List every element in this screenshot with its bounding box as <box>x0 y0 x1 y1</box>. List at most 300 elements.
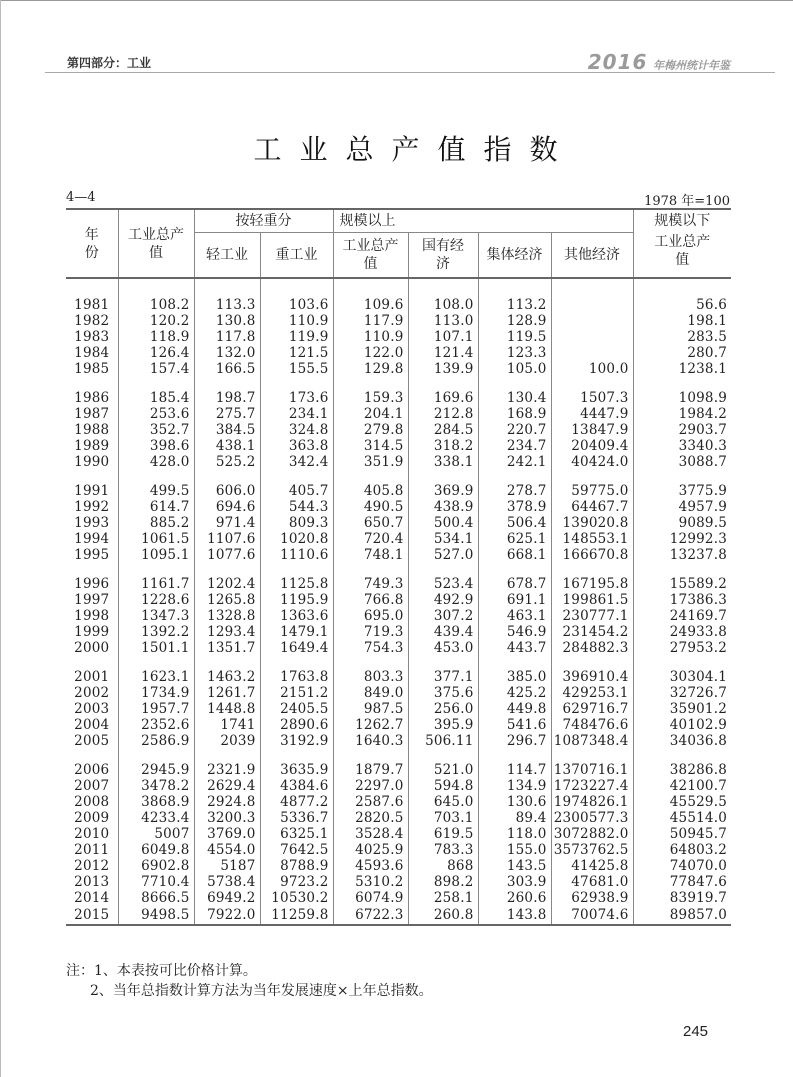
cell-heavy: 11259.8 <box>260 906 333 925</box>
cell-year: 2003 <box>74 701 110 717</box>
cell-other: 199861.5 <box>551 592 633 608</box>
cell-total: 428.0 <box>118 454 194 470</box>
cell-light: 198.7 <box>194 390 260 406</box>
col-header-below-total: 工业总产值 <box>633 233 731 278</box>
col-group-above-scale: 规模以上 <box>333 209 633 233</box>
cell-other: 139020.8 <box>551 515 633 531</box>
cell-state-owned: 868 <box>408 858 478 874</box>
cell-heavy: 342.4 <box>260 454 333 470</box>
cell-other: 231454.2 <box>551 624 633 640</box>
table-row <box>66 422 731 438</box>
cell-above-total: 6722.3 <box>333 906 408 925</box>
cell-collective: 220.7 <box>478 422 551 438</box>
cell-light: 438.1 <box>194 438 260 454</box>
table-body <box>66 278 731 925</box>
cell-other <box>551 297 633 313</box>
col-header-light: 轻工业 <box>194 233 260 278</box>
cell-year: 1981 <box>74 297 110 313</box>
cell-below-total: 1238.1 <box>633 361 731 377</box>
table-row <box>66 329 731 345</box>
cell-collective: 134.9 <box>478 778 551 794</box>
cell-above-total: 803.3 <box>333 669 408 685</box>
cell-heavy: 3635.9 <box>260 762 333 778</box>
cell-collective: 296.7 <box>478 733 551 749</box>
cell-year: 1997 <box>74 592 110 608</box>
cell-state-owned: 703.1 <box>408 810 478 826</box>
table-row <box>66 313 731 329</box>
cell-collective: 278.7 <box>478 483 551 499</box>
cell-year: 1985 <box>74 361 110 377</box>
col-header-year: 年 份 <box>66 209 118 277</box>
cell-below-total: 283.5 <box>633 329 731 345</box>
cell-total: 1734.9 <box>118 685 194 701</box>
cell-year: 2012 <box>74 858 110 874</box>
cell-total: 1161.7 <box>118 576 194 592</box>
cell-collective: 425.2 <box>478 685 551 701</box>
cell-total: 2945.9 <box>118 762 194 778</box>
cell-other: 64467.7 <box>551 499 633 515</box>
cell-other: 748476.6 <box>551 717 633 733</box>
cell-other: 629716.7 <box>551 701 633 717</box>
cell-light: 130.8 <box>194 313 260 329</box>
cell-year: 2007 <box>74 778 110 794</box>
cell-other: 166670.8 <box>551 547 633 563</box>
table-row <box>66 717 731 733</box>
cell-collective: 123.3 <box>478 345 551 361</box>
cell-other: 4447.9 <box>551 406 633 422</box>
note-2: 2、当年总指数计算方法为当年发展速度×上年总指数。 <box>90 983 433 999</box>
cell-year: 1983 <box>74 329 110 345</box>
cell-below-total: 83919.7 <box>633 890 731 906</box>
cell-heavy: 8788.9 <box>260 858 333 874</box>
cell-above-total: 849.0 <box>333 685 408 701</box>
cell-year: 1988 <box>74 422 110 438</box>
cell-state-owned: 453.0 <box>408 640 478 656</box>
cell-above-total: 109.6 <box>333 297 408 313</box>
table-row <box>66 608 731 624</box>
cell-below-total: 2903.7 <box>633 422 731 438</box>
table-row <box>66 906 731 925</box>
table-row <box>66 624 731 640</box>
cell-below-total: 12992.3 <box>633 531 731 547</box>
spacer-row <box>66 656 731 669</box>
cell-heavy: 110.9 <box>260 313 333 329</box>
cell-light: 6949.2 <box>194 890 260 906</box>
cell-other: 1723227.4 <box>551 778 633 794</box>
cell-year: 2008 <box>74 794 110 810</box>
cell-below-total: 40102.9 <box>633 717 731 733</box>
cell-above-total: 110.9 <box>333 329 408 345</box>
table-row <box>66 762 731 778</box>
table-row <box>66 483 731 499</box>
cell-year: 2002 <box>74 685 110 701</box>
cell-collective: 89.4 <box>478 810 551 826</box>
cell-below-total: 50945.7 <box>633 826 731 842</box>
cell-above-total: 650.7 <box>333 515 408 531</box>
cell-below-total: 45514.0 <box>633 810 731 826</box>
cell-above-total: 1640.3 <box>333 733 408 749</box>
cell-above-total: 748.1 <box>333 547 408 563</box>
cell-above-total: 6074.9 <box>333 890 408 906</box>
cell-above-total: 749.3 <box>333 576 408 592</box>
cell-collective: 625.1 <box>478 531 551 547</box>
cell-light: 3769.0 <box>194 826 260 842</box>
cell-total: 3478.2 <box>118 778 194 794</box>
cell-other: 62938.9 <box>551 890 633 906</box>
cell-heavy: 809.3 <box>260 515 333 531</box>
cell-heavy: 119.9 <box>260 329 333 345</box>
cell-other: 59775.0 <box>551 483 633 499</box>
cell-above-total: 719.3 <box>333 624 408 640</box>
yearbook-year: 2016 <box>587 50 648 74</box>
spacer-row <box>66 563 731 576</box>
cell-light: 1351.7 <box>194 640 260 656</box>
cell-collective: 678.7 <box>478 576 551 592</box>
cell-light: 1107.6 <box>194 531 260 547</box>
cell-collective: 506.4 <box>478 515 551 531</box>
cell-below-total: 35901.2 <box>633 701 731 717</box>
cell-other: 1974826.1 <box>551 794 633 810</box>
cell-other: 13847.9 <box>551 422 633 438</box>
cell-above-total: 2297.0 <box>333 778 408 794</box>
cell-below-total: 32726.7 <box>633 685 731 701</box>
cell-other: 1507.3 <box>551 390 633 406</box>
cell-heavy: 155.5 <box>260 361 333 377</box>
cell-heavy: 1110.6 <box>260 547 333 563</box>
cell-collective: 119.5 <box>478 329 551 345</box>
cell-total: 1392.2 <box>118 624 194 640</box>
cell-state-owned: 256.0 <box>408 701 478 717</box>
cell-other: 2300577.3 <box>551 810 633 826</box>
cell-other: 41425.8 <box>551 858 633 874</box>
cell-heavy: 103.6 <box>260 297 333 313</box>
cell-above-total: 5310.2 <box>333 874 408 890</box>
cell-heavy: 2405.5 <box>260 701 333 717</box>
cell-light: 113.3 <box>194 297 260 313</box>
cell-other: 284882.3 <box>551 640 633 656</box>
cell-collective: 118.0 <box>478 826 551 842</box>
cell-below-total: 3775.9 <box>633 483 731 499</box>
cell-year: 1998 <box>74 608 110 624</box>
cell-year: 2004 <box>74 717 110 733</box>
table-row <box>66 297 731 313</box>
cell-other: 396910.4 <box>551 669 633 685</box>
table-row <box>66 826 731 842</box>
cell-heavy: 1195.9 <box>260 592 333 608</box>
cell-collective: 114.7 <box>478 762 551 778</box>
cell-state-owned: 523.4 <box>408 576 478 592</box>
cell-other: 3072882.0 <box>551 826 633 842</box>
cell-state-owned: 284.5 <box>408 422 478 438</box>
cell-above-total: 129.8 <box>333 361 408 377</box>
cell-collective: 378.9 <box>478 499 551 515</box>
cell-light: 132.0 <box>194 345 260 361</box>
cell-below-total: 15589.2 <box>633 576 731 592</box>
cell-heavy: 3192.9 <box>260 733 333 749</box>
cell-light: 1202.4 <box>194 576 260 592</box>
cell-below-total: 24169.7 <box>633 608 731 624</box>
table-row <box>66 810 731 826</box>
page-number: 245 <box>683 1023 709 1040</box>
cell-year: 2000 <box>74 640 110 656</box>
cell-state-owned: 113.0 <box>408 313 478 329</box>
cell-heavy: 1763.8 <box>260 669 333 685</box>
cell-above-total: 1879.7 <box>333 762 408 778</box>
table-row <box>66 858 731 874</box>
cell-state-owned: 439.4 <box>408 624 478 640</box>
cell-below-total: 1098.9 <box>633 390 731 406</box>
cell-total: 1061.5 <box>118 531 194 547</box>
cell-heavy: 173.6 <box>260 390 333 406</box>
cell-total: 120.2 <box>118 313 194 329</box>
cell-total: 1347.3 <box>118 608 194 624</box>
table-row <box>66 733 731 749</box>
cell-heavy: 10530.2 <box>260 890 333 906</box>
cell-other: 3573762.5 <box>551 842 633 858</box>
cell-light: 1077.6 <box>194 547 260 563</box>
cell-light: 606.0 <box>194 483 260 499</box>
cell-light: 971.4 <box>194 515 260 531</box>
cell-below-total: 3088.7 <box>633 454 731 470</box>
cell-other <box>551 313 633 329</box>
cell-total: 6902.8 <box>118 858 194 874</box>
cell-state-owned: 506.11 <box>408 733 478 749</box>
cell-light: 5187 <box>194 858 260 874</box>
cell-heavy: 2151.2 <box>260 685 333 701</box>
cell-below-total: 74070.0 <box>633 858 731 874</box>
cell-above-total: 3528.4 <box>333 826 408 842</box>
table-notes <box>66 961 433 1001</box>
table-row <box>66 778 731 794</box>
cell-below-total: 24933.8 <box>633 624 731 640</box>
col-header-state-owned: 国有经济 <box>408 233 478 278</box>
cell-above-total: 4025.9 <box>333 842 408 858</box>
spacer-row <box>66 278 731 297</box>
cell-total: 1623.1 <box>118 669 194 685</box>
cell-total: 8666.5 <box>118 890 194 906</box>
cell-state-owned: 395.9 <box>408 717 478 733</box>
cell-below-total: 198.1 <box>633 313 731 329</box>
cell-year: 1996 <box>74 576 110 592</box>
cell-collective: 143.8 <box>478 906 551 925</box>
cell-total: 157.4 <box>118 361 194 377</box>
cell-state-owned: 169.6 <box>408 390 478 406</box>
cell-above-total: 405.8 <box>333 483 408 499</box>
table-row <box>66 454 731 470</box>
cell-year: 1982 <box>74 313 110 329</box>
table-row <box>66 640 731 656</box>
cell-total: 1095.1 <box>118 547 194 563</box>
cell-heavy: 405.7 <box>260 483 333 499</box>
col-group-below-scale: 规模以下 <box>633 209 731 233</box>
cell-year: 1990 <box>74 454 110 470</box>
cell-light: 1265.8 <box>194 592 260 608</box>
table-row <box>66 874 731 890</box>
cell-above-total: 754.3 <box>333 640 408 656</box>
cell-above-total: 314.5 <box>333 438 408 454</box>
cell-light: 2321.9 <box>194 762 260 778</box>
cell-light: 117.8 <box>194 329 260 345</box>
cell-other: 70074.6 <box>551 906 633 925</box>
cell-other <box>551 329 633 345</box>
cell-above-total: 279.8 <box>333 422 408 438</box>
cell-total: 185.4 <box>118 390 194 406</box>
cell-above-total: 987.5 <box>333 701 408 717</box>
cell-total: 885.2 <box>118 515 194 531</box>
cell-year: 1984 <box>74 345 110 361</box>
cell-total: 253.6 <box>118 406 194 422</box>
cell-light: 1463.2 <box>194 669 260 685</box>
cell-collective: 143.5 <box>478 858 551 874</box>
cell-collective: 105.0 <box>478 361 551 377</box>
table-row <box>66 499 731 515</box>
cell-collective: 130.6 <box>478 794 551 810</box>
cell-above-total: 2820.5 <box>333 810 408 826</box>
cell-total: 1501.1 <box>118 640 194 656</box>
cell-other: 47681.0 <box>551 874 633 890</box>
cell-light: 2629.4 <box>194 778 260 794</box>
cell-light: 3200.3 <box>194 810 260 826</box>
cell-light: 166.5 <box>194 361 260 377</box>
cell-year: 1995 <box>74 547 110 563</box>
cell-collective: 303.9 <box>478 874 551 890</box>
cell-year: 2014 <box>74 890 110 906</box>
cell-heavy: 1020.8 <box>260 531 333 547</box>
cell-light: 2924.8 <box>194 794 260 810</box>
cell-above-total: 2587.6 <box>333 794 408 810</box>
cell-light: 694.6 <box>194 499 260 515</box>
cell-light: 384.5 <box>194 422 260 438</box>
cell-collective: 242.1 <box>478 454 551 470</box>
cell-heavy: 234.1 <box>260 406 333 422</box>
page-border <box>0 0 793 1</box>
cell-state-owned: 492.9 <box>408 592 478 608</box>
table-row <box>66 531 731 547</box>
col-header-collective: 集体经济 <box>478 233 551 278</box>
cell-light: 525.2 <box>194 454 260 470</box>
cell-above-total: 695.0 <box>333 608 408 624</box>
cell-below-total: 64803.2 <box>633 842 731 858</box>
base-year-note: 1978 年=100 <box>644 194 730 209</box>
cell-year: 2010 <box>74 826 110 842</box>
cell-other: 429253.1 <box>551 685 633 701</box>
cell-state-owned: 260.8 <box>408 906 478 925</box>
cell-year: 2006 <box>74 762 110 778</box>
cell-below-total: 45529.5 <box>633 794 731 810</box>
cell-below-total: 17386.3 <box>633 592 731 608</box>
cell-light: 1328.8 <box>194 608 260 624</box>
cell-year: 1987 <box>74 406 110 422</box>
cell-above-total: 490.5 <box>333 499 408 515</box>
cell-total: 2586.9 <box>118 733 194 749</box>
cell-below-total: 30304.1 <box>633 669 731 685</box>
cell-other: 148553.1 <box>551 531 633 547</box>
cell-below-total: 280.7 <box>633 345 731 361</box>
table-row <box>66 361 731 377</box>
cell-below-total: 13237.8 <box>633 547 731 563</box>
cell-other <box>551 345 633 361</box>
cell-other: 1370716.1 <box>551 762 633 778</box>
cell-above-total: 122.0 <box>333 345 408 361</box>
cell-above-total: 204.1 <box>333 406 408 422</box>
cell-above-total: 159.3 <box>333 390 408 406</box>
cell-collective: 463.1 <box>478 608 551 624</box>
cell-total: 2352.6 <box>118 717 194 733</box>
cell-below-total: 42100.7 <box>633 778 731 794</box>
cell-below-total: 77847.6 <box>633 874 731 890</box>
cell-state-owned: 619.5 <box>408 826 478 842</box>
cell-above-total: 117.9 <box>333 313 408 329</box>
cell-total: 9498.5 <box>118 906 194 925</box>
table-row <box>66 438 731 454</box>
cell-collective: 168.9 <box>478 406 551 422</box>
cell-state-owned: 438.9 <box>408 499 478 515</box>
col-header-total: 工业总产值 <box>118 209 194 277</box>
yearbook-name: 年梅州统计年鉴 <box>653 59 730 72</box>
cell-state-owned: 645.0 <box>408 794 478 810</box>
cell-heavy: 5336.7 <box>260 810 333 826</box>
cell-collective: 155.0 <box>478 842 551 858</box>
table-row <box>66 701 731 717</box>
cell-total: 352.7 <box>118 422 194 438</box>
cell-heavy: 4384.6 <box>260 778 333 794</box>
cell-other: 40424.0 <box>551 454 633 470</box>
col-group-light-heavy: 按轻重分 <box>194 209 333 233</box>
spacer-row <box>66 470 731 483</box>
cell-heavy: 324.8 <box>260 422 333 438</box>
cell-collective: 234.7 <box>478 438 551 454</box>
table-row <box>66 685 731 701</box>
cell-light: 1448.8 <box>194 701 260 717</box>
cell-collective: 691.1 <box>478 592 551 608</box>
cell-below-total: 56.6 <box>633 297 731 313</box>
running-header <box>45 48 775 73</box>
cell-collective: 260.6 <box>478 890 551 906</box>
cell-light: 5738.4 <box>194 874 260 890</box>
cell-collective: 113.2 <box>478 297 551 313</box>
cell-year: 1989 <box>74 438 110 454</box>
cell-total: 7710.4 <box>118 874 194 890</box>
cell-below-total: 1984.2 <box>633 406 731 422</box>
cell-collective: 385.0 <box>478 669 551 685</box>
cell-below-total: 38286.8 <box>633 762 731 778</box>
col-header-above-total: 工业总产值 <box>333 233 408 278</box>
cell-total: 108.2 <box>118 297 194 313</box>
cell-year: 2013 <box>74 874 110 890</box>
spacer-row <box>66 749 731 762</box>
cell-heavy: 1363.6 <box>260 608 333 624</box>
cell-light: 1293.4 <box>194 624 260 640</box>
cell-heavy: 363.8 <box>260 438 333 454</box>
cell-other: 167195.8 <box>551 576 633 592</box>
cell-collective: 541.6 <box>478 717 551 733</box>
cell-collective: 668.1 <box>478 547 551 563</box>
cell-above-total: 720.4 <box>333 531 408 547</box>
cell-above-total: 1262.7 <box>333 717 408 733</box>
page-title: 工业总产值指数 <box>253 133 576 166</box>
cell-state-owned: 594.8 <box>408 778 478 794</box>
cell-total: 4233.4 <box>118 810 194 826</box>
cell-year: 1999 <box>74 624 110 640</box>
cell-state-owned: 521.0 <box>408 762 478 778</box>
table-row <box>66 547 731 563</box>
cell-year: 1991 <box>74 483 110 499</box>
table-row <box>66 406 731 422</box>
col-header-heavy: 重工业 <box>260 233 333 278</box>
cell-year: 2011 <box>74 842 110 858</box>
table-row <box>66 345 731 361</box>
cell-below-total: 9089.5 <box>633 515 731 531</box>
